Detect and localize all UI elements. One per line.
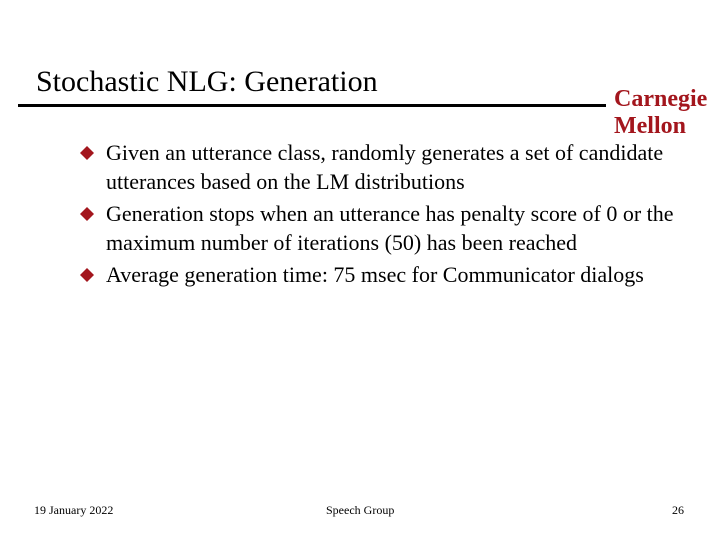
bullet-item — [80, 260, 680, 289]
logo-line-1: Carnegie — [614, 86, 708, 112]
page-number: 26 — [672, 503, 684, 517]
bullet-text: Given an utterance class, randomly generates a set of candidate utterances based on the LM distributions — [106, 140, 664, 194]
footer-date: 19 January 2022 — [34, 503, 114, 517]
bullet-list — [80, 138, 680, 292]
bullet-text: Average generation time: 75 msec for Communicator dialogs — [106, 262, 644, 287]
diamond-bullet-icon — [80, 207, 94, 221]
carnegie-mellon-logo — [614, 86, 707, 140]
slide-title: Stochastic NLG: Generation — [36, 65, 378, 98]
footer-group: Speech Group — [326, 503, 395, 517]
bullet-item — [80, 138, 680, 196]
diamond-bullet-icon — [80, 268, 94, 282]
title-underline — [18, 104, 606, 107]
logo-line-2: Mellon — [614, 113, 686, 139]
bullet-text: Generation stops when an utterance has penalty score of 0 or the maximum number of iterations (50) has been reached — [106, 201, 674, 255]
diamond-bullet-icon — [80, 146, 94, 160]
bullet-item — [80, 199, 680, 257]
